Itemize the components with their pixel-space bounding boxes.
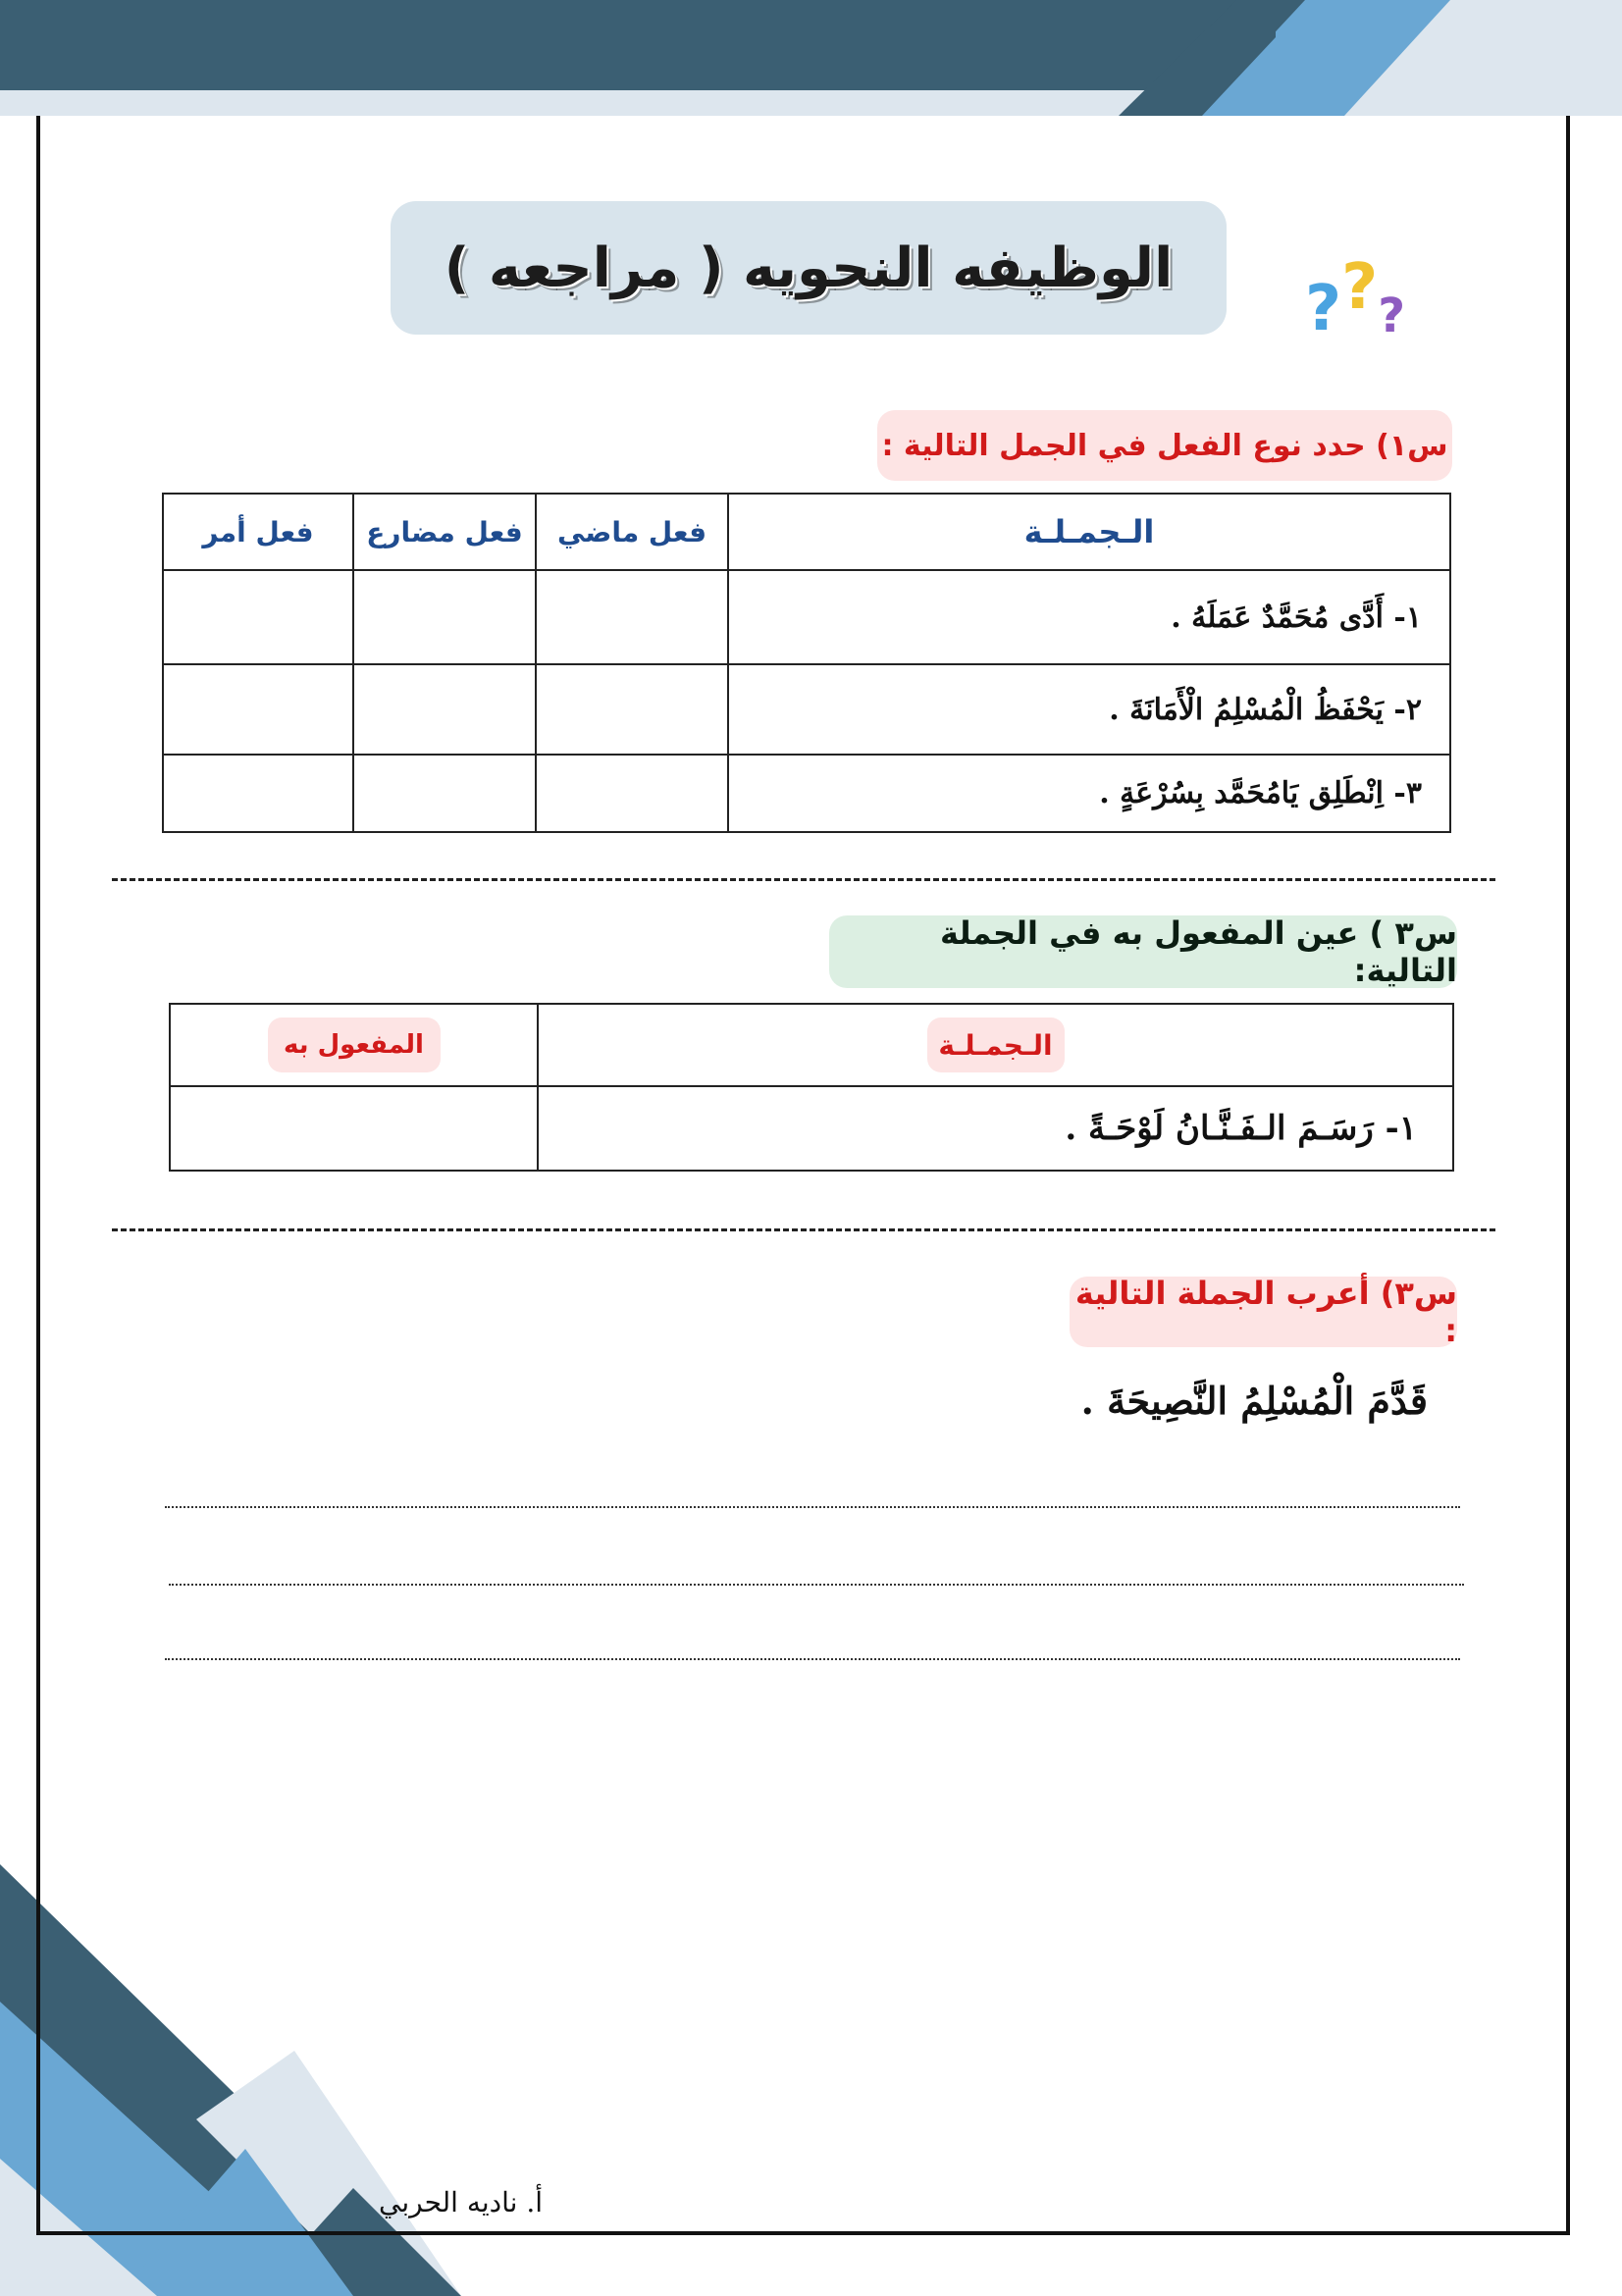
- table-row: [163, 755, 1450, 832]
- table-row: [170, 1086, 1453, 1171]
- sentence-cell: ٣- اِنْطَلِق يَامُحَمَّد بِسُرْعَةٍ .: [728, 755, 1450, 832]
- answer-cell-imperative[interactable]: [163, 755, 353, 832]
- answer-cell-present[interactable]: [353, 755, 536, 832]
- question-3-label: س٣) أعرب الجملة التالية :: [1070, 1277, 1457, 1347]
- verb-type-table: [162, 493, 1451, 833]
- object-table: [169, 1003, 1454, 1172]
- table-header-row: [163, 494, 1450, 570]
- answer-cell-imperative[interactable]: [163, 664, 353, 755]
- answer-cell-past[interactable]: [536, 755, 728, 832]
- question-2-label: س٣ ) عين المفعول به في الجملة التالية:: [829, 915, 1457, 988]
- answer-cell-present[interactable]: [353, 664, 536, 755]
- table-header-row: [170, 1004, 1453, 1086]
- sentence-cell: ١- أَدَّى مُحَمَّدٌ عَمَلَهُ .: [728, 570, 1450, 664]
- table-row: [163, 664, 1450, 755]
- sentence-cell: ١- رَسَـمَ الـفَـنَّـانُ لَوْحَـةً .: [538, 1086, 1453, 1171]
- header-imperative-verb: فعل أمر: [163, 494, 353, 570]
- answer-cell-past[interactable]: [536, 570, 728, 664]
- header-present-verb: فعل مضارع: [353, 494, 536, 570]
- answer-line[interactable]: [169, 1584, 1464, 1586]
- section-divider: [112, 1228, 1495, 1231]
- worksheet-title: الوظيفه النحويه ( مراجعه ): [444, 235, 1174, 300]
- answer-cell-imperative[interactable]: [163, 570, 353, 664]
- header-band-light: [0, 90, 1202, 116]
- header-sentence: الـجمـلـة: [927, 1018, 1065, 1072]
- worksheet-title-box: [391, 201, 1227, 335]
- answer-cell-object[interactable]: [170, 1086, 538, 1171]
- table-row: [163, 570, 1450, 664]
- answer-cell-past[interactable]: [536, 664, 728, 755]
- answer-line[interactable]: [165, 1506, 1460, 1508]
- header-past-verb: فعل ماضي: [536, 494, 728, 570]
- question-1-label: س١) حدد نوع الفعل في الجمل التالية :: [877, 410, 1452, 481]
- author-name: أ. ناديه الحربي: [379, 2186, 544, 2218]
- header-corner-decoration: [1119, 0, 1622, 116]
- answer-line[interactable]: [165, 1658, 1460, 1660]
- header-sentence: الـجمـلـة: [728, 494, 1450, 570]
- section-divider: [112, 878, 1495, 881]
- sentence-cell: ٢- يَحْفَظُ الْمُسْلِمُ الْأَمَانَةَ .: [728, 664, 1450, 755]
- question-marks-icon: ???: [1305, 251, 1406, 345]
- parse-sentence: قَدَّمَ الْمُسْلِمُ النَّصِيحَةَ .: [1080, 1379, 1428, 1423]
- header-object: المفعول به: [268, 1018, 441, 1072]
- answer-cell-present[interactable]: [353, 570, 536, 664]
